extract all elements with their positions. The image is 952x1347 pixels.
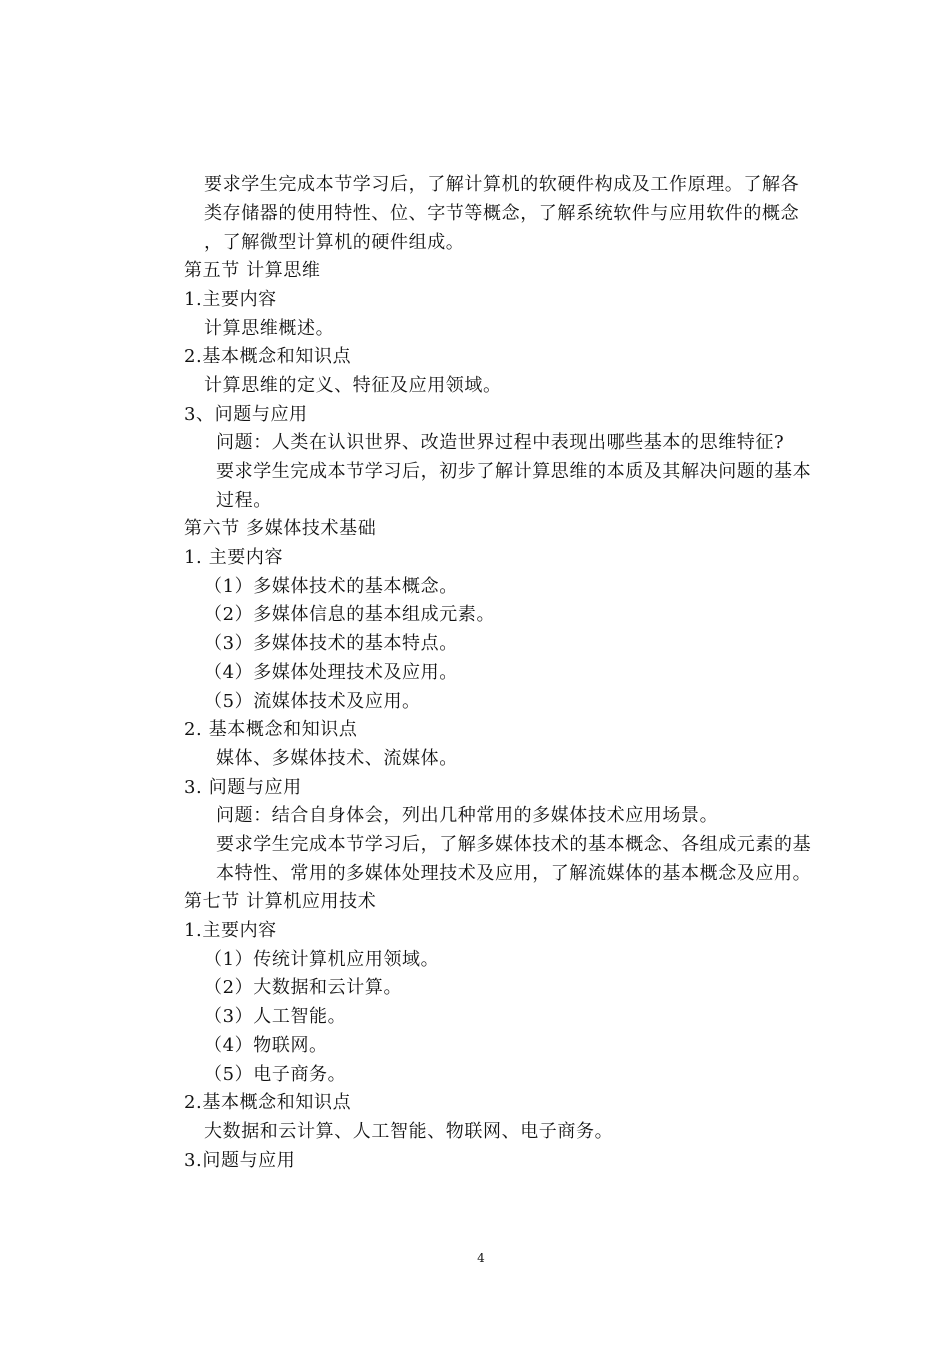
list-item: （1）多媒体技术的基本概念。 — [204, 576, 458, 597]
list-heading: 1.主要内容 — [184, 289, 277, 310]
list-heading: 1.主要内容 — [184, 920, 277, 941]
list-item: （4）多媒体处理技术及应用。 — [204, 662, 458, 683]
list-heading: 2. 基本概念和知识点 — [184, 719, 358, 740]
text-line: 问题：人类在认识世界、改造世界过程中表现出哪些基本的思维特征? — [216, 432, 785, 453]
page-number: 4 — [477, 1251, 485, 1265]
list-heading: 2.基本概念和知识点 — [184, 346, 352, 367]
section-heading: 第六节 多媒体技术基础 — [184, 518, 377, 539]
list-item: （2）多媒体信息的基本组成元素。 — [204, 604, 496, 625]
list-heading: 3.问题与应用 — [184, 1150, 296, 1171]
text-line: 要求学生完成本节学习后，了解计算机的软硬件构成及工作原理。了解各 — [204, 174, 800, 195]
section-heading: 第五节 计算思维 — [184, 260, 321, 281]
text-line: ，了解微型计算机的硬件组成。 — [204, 232, 465, 253]
list-item: （5）流媒体技术及应用。 — [204, 691, 421, 712]
list-item: （1）传统计算机应用领域。 — [204, 949, 440, 970]
text-line: 媒体、多媒体技术、流媒体。 — [216, 748, 458, 769]
list-heading: 1. 主要内容 — [184, 547, 284, 568]
text-line: 计算思维的定义、特征及应用领域。 — [204, 375, 502, 396]
list-item: （2）大数据和云计算。 — [204, 977, 403, 998]
text-line: 要求学生完成本节学习后，了解多媒体技术的基本概念、各组成元素的基 — [216, 834, 812, 855]
list-item: （3）人工智能。 — [204, 1006, 347, 1027]
text-line: 计算思维概述。 — [204, 318, 335, 339]
text-line: 过程。 — [216, 490, 272, 511]
list-item: （4）物联网。 — [204, 1035, 328, 1056]
text-line: 问题：结合自身体会，列出几种常用的多媒体技术应用场景。 — [216, 805, 719, 826]
list-heading: 3. 问题与应用 — [184, 777, 302, 798]
text-line: 本特性、常用的多媒体处理技术及应用，了解流媒体的基本概念及应用。 — [216, 863, 812, 884]
section-heading: 第七节 计算机应用技术 — [184, 891, 377, 912]
text-line: 大数据和云计算、人工智能、物联网、电子商务。 — [204, 1121, 614, 1142]
text-line: 要求学生完成本节学习后，初步了解计算思维的本质及其解决问题的基本 — [216, 461, 812, 482]
list-item: （3）多媒体技术的基本特点。 — [204, 633, 458, 654]
text-line: 类存储器的使用特性、位、字节等概念，了解系统软件与应用软件的概念 — [204, 203, 800, 224]
list-item: （5）电子商务。 — [204, 1064, 347, 1085]
list-heading: 2.基本概念和知识点 — [184, 1092, 352, 1113]
list-heading: 3、问题与应用 — [184, 404, 308, 425]
